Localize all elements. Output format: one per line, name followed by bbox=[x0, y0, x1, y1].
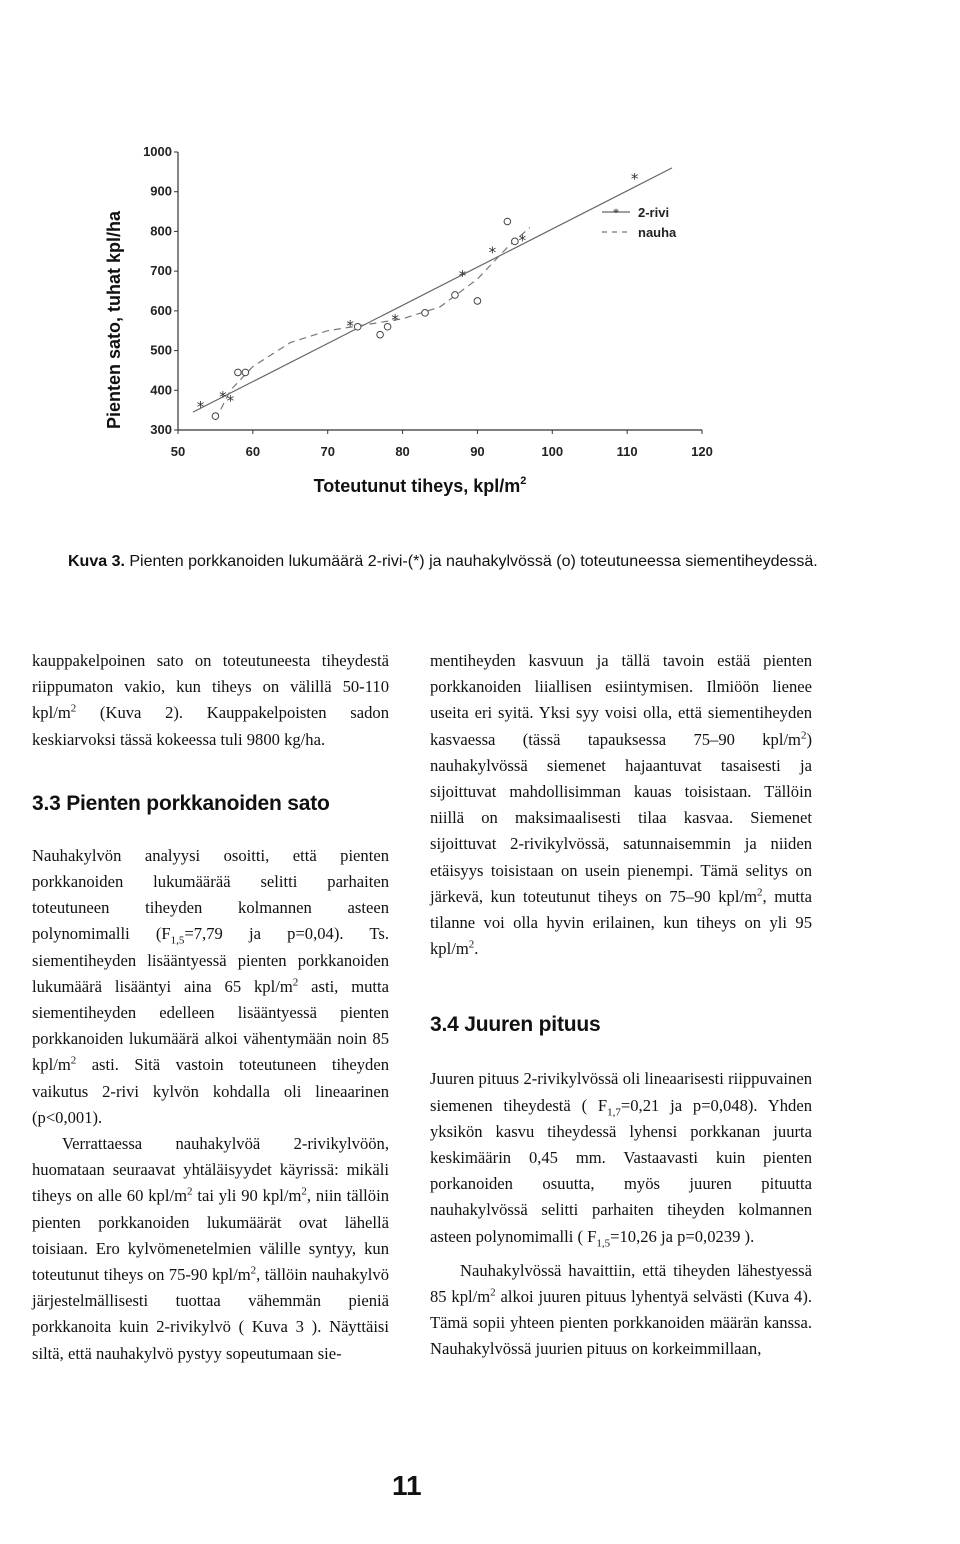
fit-curve-nauha bbox=[215, 228, 529, 421]
legend-label-2-rivi: 2-rivi bbox=[638, 205, 670, 220]
point-2-rivi: * bbox=[346, 316, 354, 335]
x-tick-label: 50 bbox=[170, 444, 186, 459]
point-2-rivi: * bbox=[196, 398, 205, 417]
point-nauha bbox=[512, 238, 519, 245]
x-tick-label: 70 bbox=[320, 444, 335, 459]
y-tick-label: 300 bbox=[150, 422, 172, 437]
x-tick-label: 80 bbox=[395, 444, 410, 459]
x-tick-label: 60 bbox=[245, 444, 261, 459]
caption-label: Kuva 3. bbox=[68, 553, 125, 570]
paragraph: Nauhakylvössä havaittiin, että tiheyden lähestyessä 85 kpl/$m^2$ alkoi juuren pituus lyhentyä selvästi (Kuva 4). Tämä sopii yhteen pienten porkkanoiden määrän kanssa. Nauhakylvössä juurien pituus on korkeimmillaan, bbox=[430, 1260, 812, 1359]
y-tick-label: 600 bbox=[150, 302, 172, 318]
point-2-rivi: * bbox=[226, 392, 235, 411]
series-lines bbox=[193, 168, 672, 420]
paragraph: Nauhakylvön analyysi osoitti, että pienten porkkanoiden lukumäärää selitti parhaiten toteutuneen tiheyden kolmannen asteen polynomimalli ($F_{1,5}=7,79$ ja p=0,04). Ts. siementiheyden lisääntyessä pienten porkkanoiden lukumäärä lisääntyi aina 65 kpl/$m^2$ asti, mutta siementiheyden edelleen lisääntyessä pienten porkkanoiden lukumäärä alkoi vähentymään noin 85 kpl/$m^2$ asti. Sitä vastoin toteutuneen tiheyden vaikutus 2-rivi kylvön kohdalla oli lineaarinen (p<0,001). bbox=[32, 845, 389, 1127]
x-tick-label: 110 bbox=[616, 444, 638, 459]
x-axis-label: Toteutunut tiheys, kpl/$m^2$ bbox=[313, 475, 527, 496]
point-nauha bbox=[384, 323, 391, 330]
point-nauha bbox=[354, 323, 361, 330]
legend-marker-2-rivi: * bbox=[612, 205, 620, 220]
paragraph: Verrattaessa nauhakylvöä 2-rivikylvöön, huomataan seuraavat yhtäläisyydet käyrissä: mikäli tiheys on alle 60 kpl/$m^2$ tai yli 90 kpl/$m^2$, niin tällöin pienten porkkanoiden lukumäärät ovat lähellä toisiaan. Ero kylvömenetelmien välille syntyy, kun toteutunut tiheys on 75-90 kpl/$m^2$, tällöin nauhakylvö järjestelmällisesti tuottaa vähemmän pieniä porkkanoita kuin 2-rivikylvö ( Kuva 3 ). Näyttäisi siltä, että nauhakylvö pystyy sopeutumaan sie- bbox=[32, 1134, 389, 1363]
point-2-rivi: * bbox=[391, 310, 399, 329]
legend-label-nauha: nauha bbox=[638, 225, 677, 240]
x-tick-label: 100 bbox=[541, 444, 564, 459]
x-tick-label: 90 bbox=[470, 444, 485, 459]
left-column bbox=[32, 648, 389, 1367]
point-nauha bbox=[235, 369, 242, 376]
page-number: 11 bbox=[392, 1470, 422, 1501]
point-2-rivi: * bbox=[518, 231, 527, 250]
y-tick-labels bbox=[143, 144, 178, 437]
paragraph: kauppakelpoinen sato on toteutuneesta tiheydestä riippumaton vakio, kun tiheys on välillä 50-110 kpl/$m^2$ (Kuva 2). Kauppakelpoisten sadon keskiarvoksi tässä kokeessa tuli 9800 kg/ha. bbox=[32, 651, 389, 749]
figure-3-chart bbox=[90, 130, 730, 510]
data-points bbox=[197, 170, 639, 420]
y-axis-label: Pienten sato, tuhat kpl/ha bbox=[104, 210, 124, 430]
chart-legend bbox=[602, 205, 677, 240]
y-tick-label: 900 bbox=[150, 183, 172, 199]
fit-line-2-rivi bbox=[193, 168, 672, 412]
x-tick-labels bbox=[171, 430, 713, 459]
figure-caption bbox=[68, 551, 828, 573]
caption-text: Pienten porkkanoiden lukumäärä 2-rivi-(*) ja nauhakylvössä (o) toteutuneessa siementiheydessä. bbox=[129, 553, 818, 570]
point-nauha bbox=[212, 413, 219, 420]
point-nauha bbox=[242, 369, 249, 376]
y-tick-label: 800 bbox=[150, 223, 172, 239]
chart-axes bbox=[178, 152, 702, 430]
x-tick-label: 120 bbox=[691, 444, 713, 459]
y-tick-label: 700 bbox=[150, 263, 172, 279]
y-tick-label: 400 bbox=[150, 382, 172, 398]
point-nauha bbox=[452, 292, 459, 299]
point-2-rivi: * bbox=[630, 169, 639, 188]
y-tick-label: 1000 bbox=[143, 144, 172, 159]
right-column bbox=[430, 648, 812, 1363]
section-heading-3-4: 3.4 Juuren pituus bbox=[430, 1013, 601, 1037]
paragraph: Juuren pituus 2-rivikylvössä oli lineaarisesti riippuvainen siemenen tiheydestä ( $F_{1,7}=0,21$ ja p=0,048). Yhden yksikön kasvu tiheydessä lyhensi porkkanan juurta keskimäärin 0,45 mm. Vastaavasti kuin pienten porkanoiden osuutta, myös juuren pituutta nauhakylvössä selitti parhaiten tiheyden kolmannen asteen polynomimalli ( $F_{1,5}=10,26$ ja p=0,0239 ). bbox=[430, 1069, 812, 1249]
paragraph: mentiheyden kasvuun ja tällä tavoin estää pienten porkkanoiden liiallisen esiintymisen. Ilmiöön lienee useita eri syitä. Yksi syy voisi olla, että siementiheyden kasvaessa (tässä tapauksessa 75–90 kpl/$m^2$) nauhakylvössä siemenet hajaantuvat tasaisesti ja sijoittuvat mahdollisimman kauas toisistaan. Tällöin niillä on maksimaalisesti tilaa kasvaa. Siemenet sijoittuvat 2-rivikylvössä, satunnaisemmin ja niiden etäisyys toisistaan on usein pienempi. Tämä selitys on järkevä, kun toteutunut tiheys on 75–90 kpl/$m^2$, mutta tilanne voi olla hyvin erilainen, kun tiheys on yli 95 kpl/$m^2$. bbox=[430, 651, 813, 959]
y-tick-label: 500 bbox=[150, 342, 172, 358]
point-nauha bbox=[474, 298, 481, 305]
scatter-plot bbox=[90, 130, 730, 510]
section-heading-3-3: 3.3 Pienten porkkanoiden sato bbox=[32, 791, 330, 815]
point-nauha bbox=[504, 218, 511, 225]
point-2-rivi: * bbox=[219, 388, 227, 407]
point-2-rivi: * bbox=[488, 243, 497, 262]
point-nauha bbox=[422, 310, 429, 317]
point-2-rivi: * bbox=[458, 267, 467, 286]
point-nauha bbox=[377, 331, 384, 338]
